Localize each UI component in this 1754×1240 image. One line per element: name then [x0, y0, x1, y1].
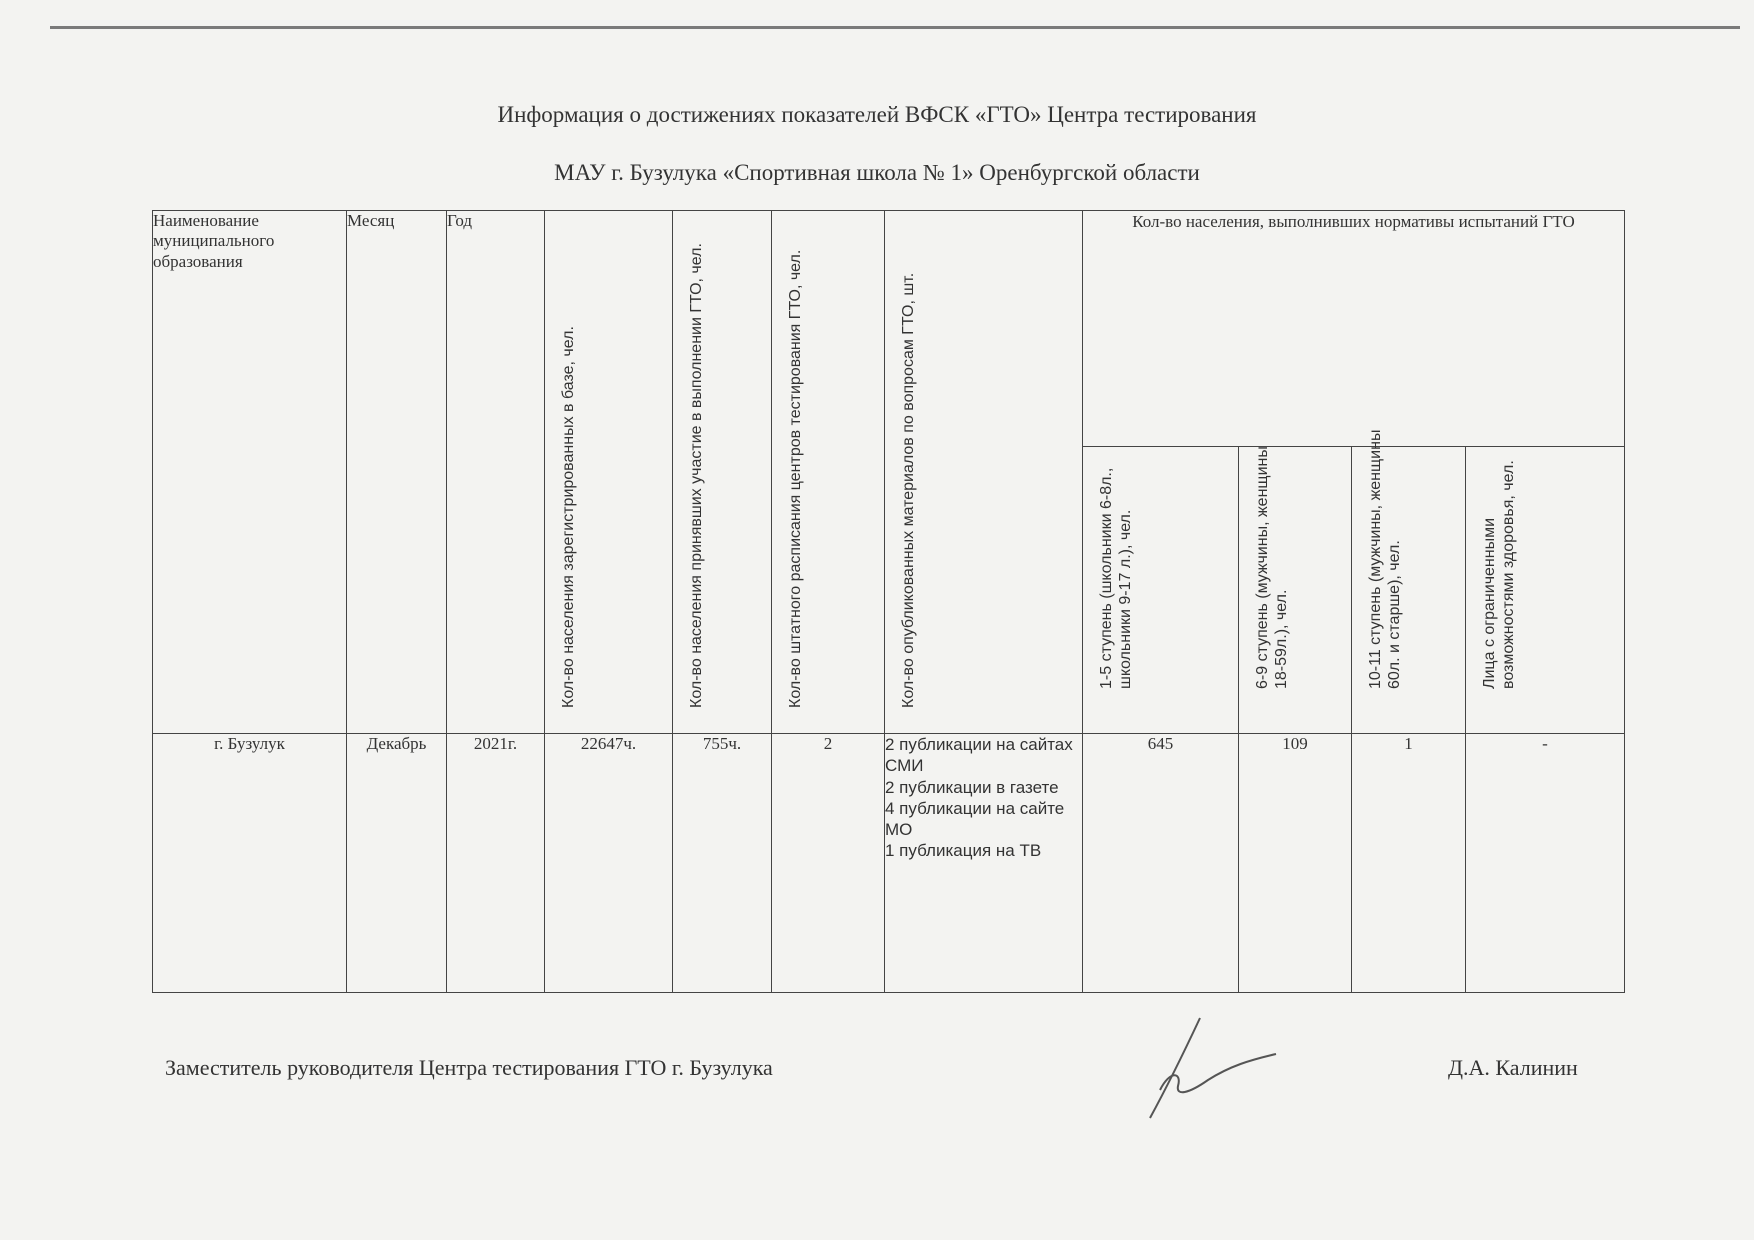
header-completed-group: Кол-во населения, выполнивших нормативы испытаний ГТО — [1083, 211, 1625, 447]
publication-line: 2 публикации в газете — [885, 777, 1059, 797]
top-rule — [50, 26, 1740, 29]
header-participated-cell — [673, 211, 772, 734]
cell-month: Декабрь — [347, 734, 447, 993]
publication-line: 2 публикации на сайтах СМИ — [885, 735, 1073, 776]
header-sub-10-11-cell — [1352, 429, 1466, 734]
document-title-line-2: МАУ г. Бузулука «Спортивная школа № 1» Оренбургской области — [554, 160, 1200, 185]
header-participated: Кол-во населения принявших участие в выполнении ГТО, чел. — [688, 242, 705, 708]
header-registered: Кол-во населения зарегистрированных в базе, чел. — [560, 325, 577, 708]
header-year: Год — [447, 211, 545, 734]
header-registered-cell — [545, 211, 673, 734]
header-staff-cell — [772, 211, 885, 734]
publication-line: 1 публикация на ТВ — [885, 841, 1042, 861]
handwritten-signature — [1130, 1010, 1280, 1125]
header-municipality: Наименование муниципального образования — [153, 211, 347, 734]
header-sub-1-5-cell — [1083, 447, 1239, 734]
header-sub-1-5: 1-5 ступень (школьники 6-8л., школьники 9-17 л.), чел. — [1098, 467, 1135, 689]
signatory-name: Д.А. Калинин — [1448, 1055, 1578, 1080]
cell-sub-6-9: 109 — [1239, 734, 1352, 993]
cell-year: 2021г. — [447, 734, 545, 993]
header-staff: Кол-во штатного расписания центров тестирования ГТО, чел. — [787, 249, 804, 708]
cell-sub-1-5: 645 — [1083, 734, 1239, 993]
cell-publications — [885, 734, 1083, 993]
signatory-position: Заместитель руководителя Центра тестирования ГТО г. Бузулука — [165, 1055, 773, 1080]
header-sub-10-11: 10-11 ступень (мужчины, женщины 60л. и старше), чел. — [1367, 429, 1404, 689]
cell-registered: 22647ч. — [545, 734, 673, 993]
cell-participated: 755ч. — [673, 734, 772, 993]
table-row — [153, 734, 1625, 993]
cell-municipality: г. Бузулук — [153, 734, 347, 993]
header-sub-6-9: 6-9 ступень (мужчины, женщины 18-59л.), чел. — [1254, 445, 1291, 689]
document-title-line-1: Информация о достижениях показателей ВФСК «ГТО» Центра тестирования — [497, 102, 1257, 127]
cell-sub-10-11: 1 — [1352, 734, 1466, 993]
header-sub-6-9-cell — [1239, 447, 1352, 734]
cell-sub-disabled: - — [1466, 734, 1625, 993]
cell-staff: 2 — [772, 734, 885, 993]
header-month: Месяц — [347, 211, 447, 734]
header-sub-disabled: Лица с ограниченными возможностями здоровья, чел. — [1481, 459, 1518, 689]
header-sub-disabled-cell — [1466, 447, 1625, 734]
header-publications: Кол-во опубликованных материалов по вопросам ГТО, шт. — [900, 272, 917, 708]
report-table — [152, 210, 1625, 993]
publication-line: 4 публикации на сайте МО — [885, 798, 1065, 839]
header-publications-cell — [885, 211, 1083, 734]
